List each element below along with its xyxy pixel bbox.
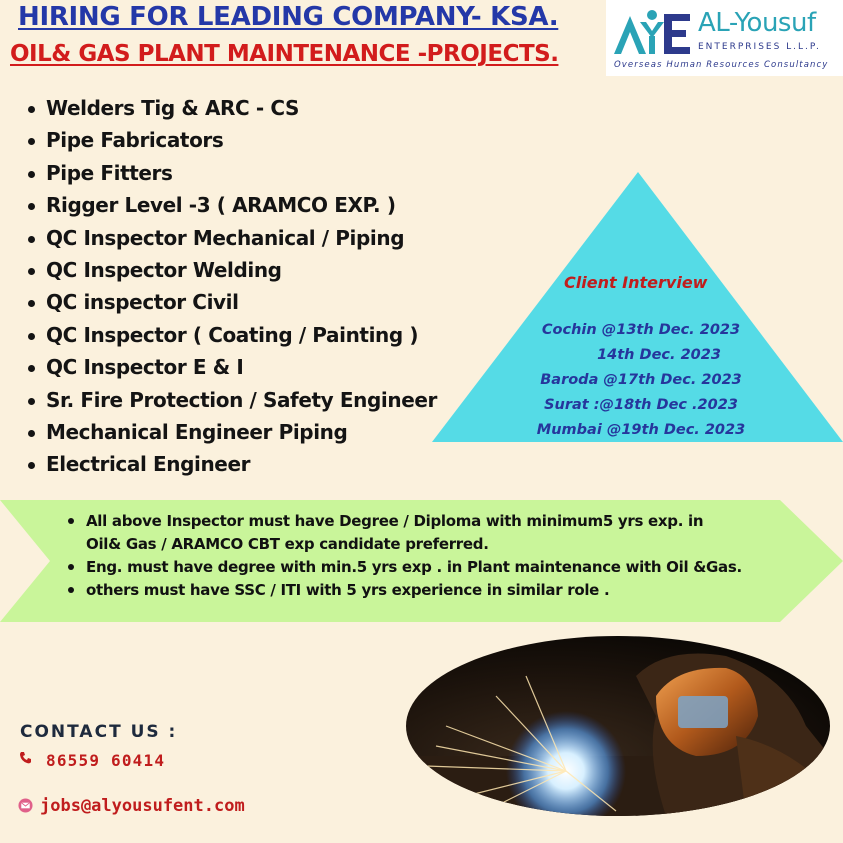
list-item: QC Inspector Mechanical / Piping bbox=[26, 222, 437, 254]
logo-subtitle: ENTERPRISES L.L.P. bbox=[698, 42, 821, 52]
company-logo bbox=[606, 0, 843, 76]
list-item: QC Inspector ( Coating / Painting ) bbox=[26, 319, 437, 351]
list-item: Welders Tig & ARC - CS bbox=[26, 92, 437, 124]
list-item: QC inspector Civil bbox=[26, 286, 437, 318]
list-item: All above Inspector must have Degree / Diploma with minimum5 yrs exp. in Oil& Gas / ARAMCO CBT exp candidate preferred. bbox=[68, 510, 742, 556]
list-item: Eng. must have degree with min.5 yrs exp . in Plant maintenance with Oil &Gas. bbox=[68, 556, 742, 579]
logo-name: AL-Yousuf bbox=[698, 8, 816, 38]
logo-tagline: Overseas Human Resources Consultancy bbox=[614, 60, 829, 70]
contact-email[interactable]: jobs@alyousufent.com bbox=[40, 796, 245, 816]
list-item: Electrical Engineer bbox=[26, 448, 437, 480]
position-list bbox=[26, 92, 437, 481]
headline-hiring: HIRING FOR LEADING COMPANY- KSA. bbox=[18, 2, 559, 32]
list-item: others must have SSC / ITI with 5 yrs experience in similar role . bbox=[68, 579, 742, 602]
list-item: QC Inspector E & I bbox=[26, 351, 437, 383]
interview-dates bbox=[526, 318, 756, 443]
welder-illustration bbox=[406, 636, 830, 816]
list-item: Pipe Fabricators bbox=[26, 124, 437, 156]
client-interview-title: Client Interview bbox=[564, 273, 708, 292]
list-item: Rigger Level -3 ( ARAMCO EXP. ) bbox=[26, 189, 437, 221]
welder-photo bbox=[406, 636, 830, 816]
contact-title: CONTACT US : bbox=[20, 722, 178, 742]
interview-date: Mumbai @19th Dec. 2023 bbox=[536, 422, 746, 438]
requirements-list bbox=[68, 510, 742, 602]
list-item: QC Inspector Welding bbox=[26, 254, 437, 286]
list-item: Sr. Fire Protection / Safety Engineer bbox=[26, 384, 437, 416]
aye-logo-mark bbox=[612, 8, 692, 58]
interview-date: Surat :@18th Dec .2023 bbox=[544, 397, 738, 413]
interview-date: Baroda @17th Dec. 2023 bbox=[540, 372, 742, 388]
phone-icon bbox=[18, 750, 34, 766]
contact-phone[interactable]: 86559 60414 bbox=[46, 751, 166, 770]
interview-date: 14th Dec. 2023 bbox=[597, 347, 721, 363]
list-item: Mechanical Engineer Piping bbox=[26, 416, 437, 448]
headline-projects: OIL& GAS PLANT MAINTENANCE -PROJECTS. bbox=[10, 41, 559, 67]
interview-date: Cochin @13th Dec. 2023 bbox=[541, 322, 741, 338]
mail-icon bbox=[18, 798, 33, 813]
list-item: Pipe Fitters bbox=[26, 157, 437, 189]
